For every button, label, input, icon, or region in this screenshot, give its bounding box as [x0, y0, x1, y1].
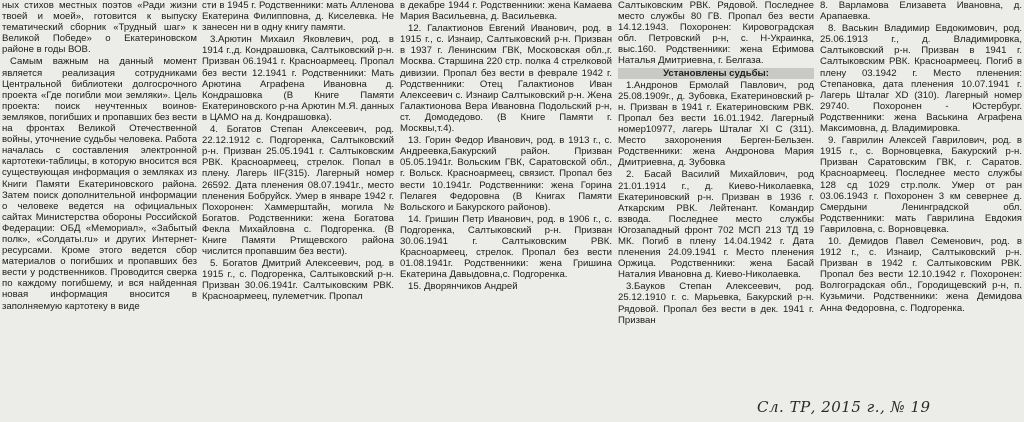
- text-column-5: [820, 0, 1022, 400]
- paragraph: 8. Варламова Елизавета Ивановна, д. Арапаевка.: [820, 0, 1022, 23]
- paragraph: 13. Горин Федор Иванович, род. в 1913 г., с. Андреевка,Бакурский район. Призван 05.05.1941г. Вольским ГВК, Саратовской обл., г. Вольск. Красноармеец, связист. Пропал без вести 10.1941г. Родственники: жена Горина Пелагея Федоровна (В Книгах Памяти Вольского и Бакурского районов).: [400, 135, 612, 213]
- paragraph: 8. Васькин Владимир Евдокимович, род. 25.06.1913 г., д. Владимировка, Салтыковский р-н. Призван в 1941 г. Салтыковским РВК. Красноармеец. Погиб в плену 03.1942 г. Место пленения: Степановка, дата пленения 10.07.1941 г. Лагерь Шталаг XD (310). Лагерный номер 29740. Похоронен - Юстербург. Родственники: жена Васькина Аграфена Максимовна, д. Владимировка.: [820, 23, 1022, 135]
- handwritten-source-note: Сл. ТР, 2015 г., № 19: [757, 398, 931, 416]
- paragraph: ных стихов местных поэтов «Ради жизни твоей и моей», готовится к выпуску тематический сборник «Трудный шаг» к Великой Победе» о Екатериновском районе в годы ВОВ.: [2, 0, 197, 56]
- paragraph: 12. Галактионов Евгений Иванович, род. в 1915 г., с. Изнаир, Салтыковский р-н. Призван в 1937 г. Ленинским ГВК, Московская обл.,г. Москва. Старшина 220 стр. полка 4 стрелковой дивизии. Пропал без вести в феврале 1942 г. Родственники: Отец Галактионов Иван Алексеевич с. Изнаир Салтыковский р-н. Жена Галактионова Вера Ивановна Подольский р-н, ст. Домодедово. (В Книге Памяти г. Москвы,т.4).: [400, 23, 612, 135]
- paragraph: 3.Бауков Степан Алексеевич, род. 25.12.1910 г. с. Марьевка, Бакурский р-н. Рядовой. Пропал без вести в дек. 1941 г. Призван: [618, 281, 814, 326]
- paragraph: Салтыковским РВК. Рядовой. Последнее место службы 80 ГВ. Пропал без вести 14.12.1943. Похоронен: Кировоградская обл. Петровский р-н, с. Н-Украинка, выс.160. Родственники: жена Ефимова Наталья Дмитриевна, г. Белгаза.: [618, 0, 814, 67]
- paragraph: 14. Гришин Петр Иванович, род. в 1906 г., с. Подгоренка, Салтыковский р-н. Призван 30.06.1941 г. Салтыковским РВК. Красноармеец, стрелок. Пропал без вести 01.08.1941г. Родственники: жена Гришина Екатерина Давыдовна,с. Подгоренка.: [400, 213, 612, 281]
- paragraph: 5. Богатов Дмитрий Алексеевич, род. в 1915 г., с. Подгоренка, Салтыковский р-н. Призван 30.06.1941г. Салтыковским РВК. Красноармеец, пулеметчик. Пропал: [202, 258, 394, 303]
- paragraph: сти в 1945 г. Родственники: мать Алленова Екатерина Филипповна, д. Киселевка. Не занесен ни в одну книгу памяти.: [202, 0, 394, 34]
- section-subheading: Установлены судьбы:: [618, 68, 814, 79]
- text-column-2: [202, 0, 394, 400]
- paragraph: 1.Андронов Ермолай Павлович, род 25.08.1909г., д. Зубовка, Екатериновский р-н. Призван в 1941 г. Екатериновским РВК. Пропал без вести 16.01.1942. Лагерный номер10977, лагерь Шталаг XI С (311). Место захоронения Берген-Бельзен. Родственники: жена Андронова Мария Дмитриевна, д. Зубовка: [618, 79, 814, 169]
- paragraph: 10. Демидов Павел Семенович, род. в 1912 г., с. Изнаир, Салтыковский р-н. Призван в 1942 г. Салтыковским РВК. Пропал без вести 12.10.1942 г. Похоронен: Волгоградская обл., Городищевский р-н, п. Кузьмичи. Родственники: жена Демидова Анна Федоровна, с. Подгоренка.: [820, 235, 1022, 314]
- text-column-4: [618, 0, 814, 400]
- paragraph: Самым важным на данный момент является реализация сотрудниками Центральной библиотеки долгосрочного проекта «Где погибли мои земляки». Цель проекта: поиск неучтенных воинов-земляков, погибших и пропавших без вести на фронтах Великой Отечественной войны, уточнение судьбы человека. Работа началась с составления электронной картотеки-таблицы, в которую вносится вся существующая информация о земляках из Книги Памяти Екатериновского района. Затем поиск дополнительной информации о человеке ведется на официальных сайтах Министерства обороны Российской Федерации: ОБД «Мемориал», «Забытый полк», «Солдаты.ru» и других Интернет-ресурсами. Кроме этого ведется сбор материалов о погибших и пропавших без вести у родственников. Проводится сверка по каждому погибшему, и вся найденная новая информация вносится в заполняемую картотеку в виде: [2, 56, 197, 312]
- paragraph: в декабре 1944 г. Родственники: жена Камаева Мария Васильевна, д. Васильевка.: [400, 0, 612, 23]
- paragraph: 2. Басай Василий Михайлович, род 21.01.1914 г., д. Киево-Николаевка, Екатериновский р-н. Призван в 1936 г. Аткарским РВК. Лейтенант. Командир взвода. Последнее место службы Югозападный фронт 702 МСП 213 ТД 19 МК. Погиб в плену 14.04.1942 г. Дата пленения 24.09.1941 г. Место пленения Оржица. Родственники: жена Басай Наталия Ивановна д. Киево-Николаевка.: [618, 169, 814, 281]
- paragraph: 15. Дворянчиков Андрей: [408, 281, 518, 293]
- paragraph: 9. Гаврилин Алексей Гаврилович, род. в 1915 г., с. Ворновцевка, Бакурский р-н. Призван Саратовским ГВК, г. Саратов. Красноармеец. Последнее место службы 128 сд 1029 стр.полк. Умер от ран 03.06.1943 г. Похоронен 3 км севернее д. Смердыни Ленинградской обл. Родственники: мать Гаврилина Евдокия Гавриловна, с. Ворновцевка.: [820, 135, 1022, 235]
- paragraph: 3.Арютин Михаил Яковлевич, род. в 1914 г.,д. Кондрашовка, Салтыковский р-н. Призван 06.1941 г. Красноармеец. Пропал без вести 12.1941 г. Родственники: Мать Арютина Аграфена Ивановна д. Кондрашовка (В Книге Памяти Екатериновского р-на Арютин М.Я. данных в ЦАМО на д. Кондрашовка).: [202, 34, 394, 123]
- paragraph: 4. Богатов Степан Алексеевич, род. 22.12.1912 с. Подгоренка, Салтыковский р-н. Призван 25.05.1941 г. Салтыковским РВК. Красноармеец, стрелок. Попал в плену. Лагерь IIF(315). Лагерный номер 26592. Дата пленения 08.07.1941г., место пленения Бобруйск. Умер в январе 1942 г. Похоронен: Хаммерштайн, могила № Богатов. Родственники: жена Богатова Фекла Михайловна с. Подгоренка. (В Книге Памяти Ртищевского района числится пропавшим без вести).: [202, 124, 394, 258]
- text-column-3: [400, 0, 612, 400]
- text-column-1: [2, 0, 197, 400]
